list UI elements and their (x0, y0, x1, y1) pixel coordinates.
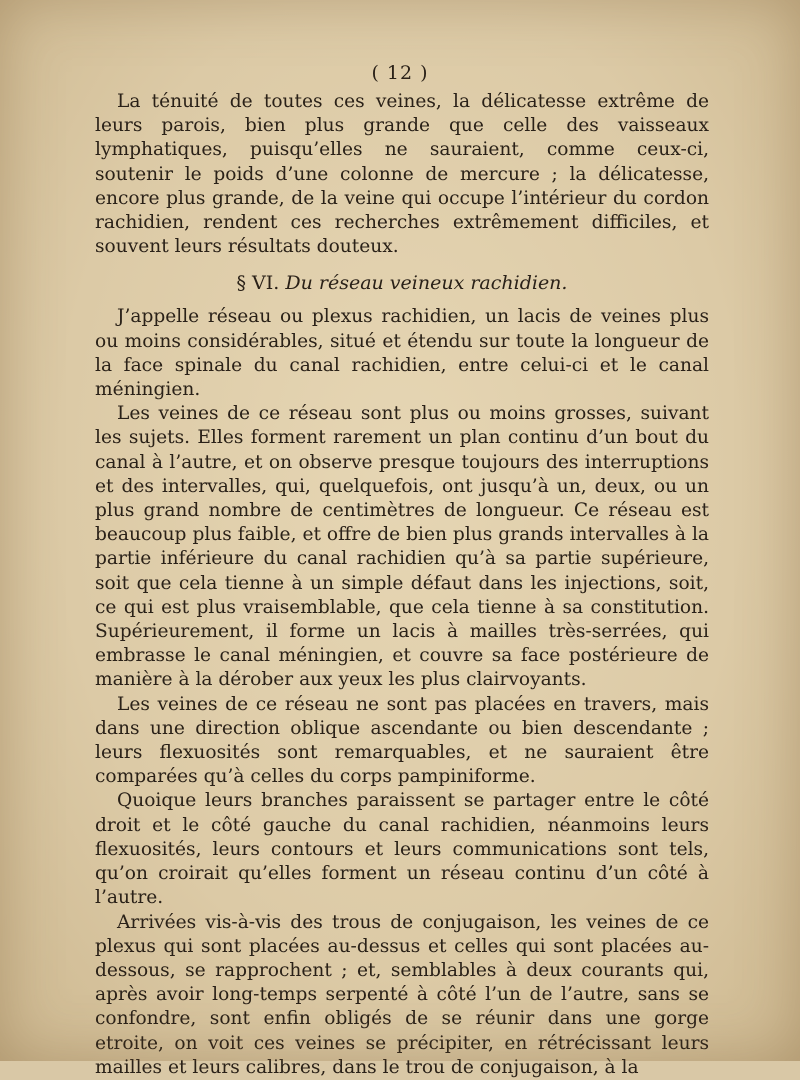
section-number: § VI. (236, 272, 280, 295)
paragraph: Quoique leurs branches paraissent se partager entre le côté droit et le côté gauche du canal rachidien, néanmoins leurs flexuosités, leurs contours et leurs communications sont tels, qu’on croirait qu’elles forment un réseau continu d’un côté à l’autre. (95, 790, 709, 909)
section-title: Du réseau veineux rachidien. (285, 272, 568, 295)
paragraph: La ténuité de toutes ces veines, la délicatesse extrême de leurs parois, bien plus grande que celle des vaisseaux lymphatiques, puisqu’elles ne sauraient, comme ceux-ci, soutenir le poids d’une colonne de mercure ; la délicatesse, encore plus grande, de la veine qui occupe l’intérieur du cordon rachidien, rendent ces recherches extrêmement difficiles, et souvent leurs résultats douteux. (95, 91, 709, 258)
paragraph: J’appelle réseau ou plexus rachidien, un lacis de veines plus ou moins considérables, situé et étendu sur toute la longueur de la face spinale du canal rachidien, entre celui-ci et le canal méningien. (95, 306, 709, 401)
body-text (95, 90, 709, 1080)
paragraph: Arrivées vis-à-vis des trous de conjugaison, les veines de ce plexus qui sont placées au-dessus et celles qui sont placées au-dessous, se rapprochent ; et, semblables à deux courants qui, après avoir long-temps serpenté à côté l’un de l’autre, sans se confondre, sont enfin obligés de se réunir dans une gorge etroite, on voit ces veines se précipiter, en rétrécissant leurs mailles et leurs calibres, dans le trou de conjugaison, à la (95, 911, 709, 1078)
page-number: ( 12 ) (371, 62, 429, 84)
paragraph: Les veines de ce réseau sont plus ou moins grosses, suivant les sujets. Elles forment rarement un plan continu d’un bout du canal à l’autre, et on observe presque toujours des interruptions et des intervalles, qui, quelquefois, ont jusqu’à un, deux, ou un plus grand nombre de centimètres de longueur. Ce réseau est beaucoup plus faible, et offre de bien plus grands intervalles à la partie inférieure du canal rachidien qu’à sa partie supérieure, soit que cela tienne à un simple défaut dans les injections, soit, ce qui est plus vraisemblable, que cela tienne à sa constitution. Supérieurement, il forme un lacis à mailles très-serrées, qui embrasse le canal méningien, et couvre sa face postérieure de manière à la dérober aux yeux les plus clairvoyants. (95, 403, 709, 691)
paragraph: Les veines de ce réseau ne sont pas placées en travers, mais dans une direction oblique ascendante ou bien descendante ; leurs flexuosités sont remarquables, et ne sauraient être comparées qu’à celles du corps pampiniforme. (95, 693, 709, 788)
section-heading (95, 271, 709, 295)
